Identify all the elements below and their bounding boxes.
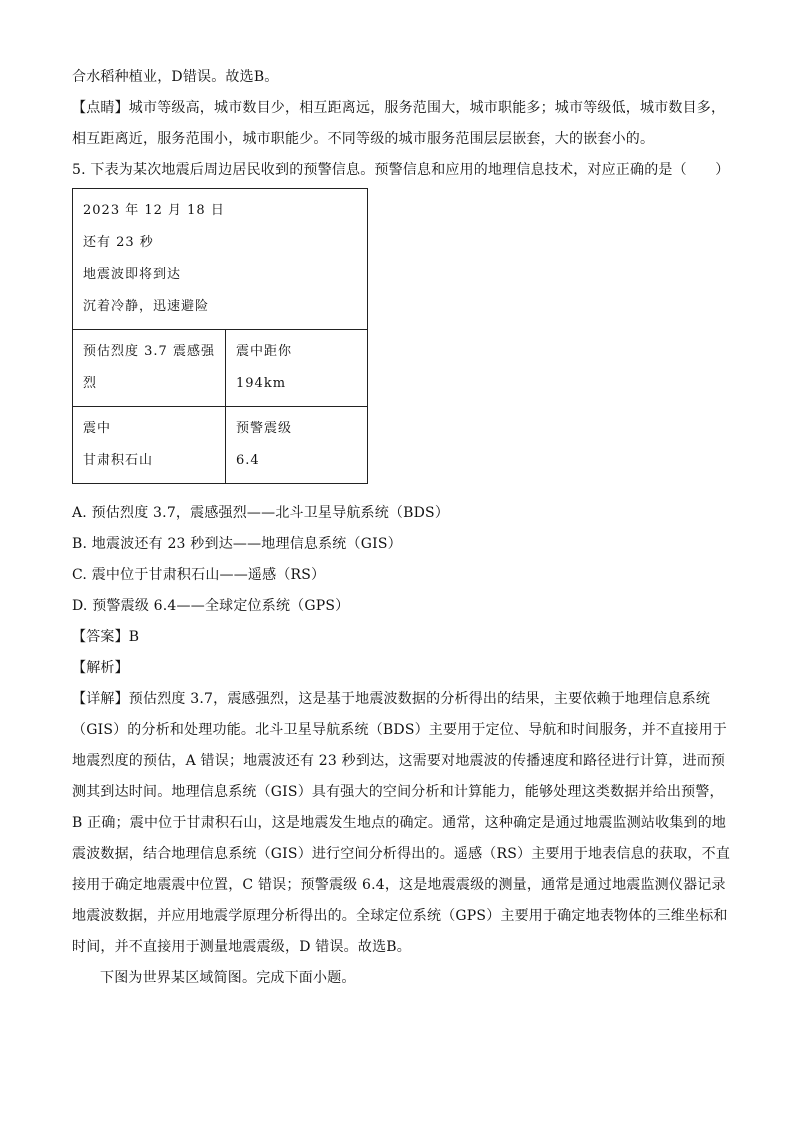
tip-line: 相互距离近，服务范围小，城市职能少。不同等级的城市服务范围层层嵌套，大的嵌套小的。 xyxy=(72,131,655,147)
epicenter-value: 甘肃积石山 xyxy=(83,453,154,468)
detail-line: 地震波数据，并应用地震学原理分析得出的。全球定位系统（GPS）主要用于确定地表物体的三维坐标和 xyxy=(72,908,728,924)
intensity-cell xyxy=(73,330,226,407)
tip-line: 【点睛】城市等级高，城市数目少，相互距离远，服务范围大，城市职能多；城市等级低，城市数目多， xyxy=(72,100,726,116)
intensity-label-cont: 烈 xyxy=(83,376,98,391)
next-question-intro: 下图为世界某区域简图。完成下面小题。 xyxy=(100,970,356,986)
notice-advice: 沉着冷静，迅速避险 xyxy=(83,299,210,314)
notice-header-cell xyxy=(73,189,368,330)
answer-line: 【答案】B xyxy=(72,629,140,645)
detail-line: 接用于确定地震震中位置，C 错误；预警震级 6.4，这是地震震级的测量，通常是通过地震监测仪器记录 xyxy=(72,877,726,893)
text-line: 合水稻种植业，D错误。故选B。 xyxy=(72,69,279,85)
detail-line: 地震烈度的预估，A 错误；地震波还有 23 秒到达，这需要对地震波的传播速度和路径进行计算，进而预 xyxy=(72,753,726,769)
magnitude-label: 预警震级 xyxy=(236,421,293,436)
warning-notice-table xyxy=(72,188,368,484)
notice-date: 2023 年 12 月 18 日 xyxy=(83,203,225,218)
notice-countdown: 还有 23 秒 xyxy=(83,235,154,250)
notice-arrival: 地震波即将到达 xyxy=(83,267,182,282)
option-d: D. 预警震级 6.4——全球定位系统（GPS） xyxy=(72,598,350,614)
option-b: B. 地震波还有 23 秒到达——地理信息系统（GIS） xyxy=(72,536,402,552)
analysis-title: 【解析】 xyxy=(72,660,129,676)
detail-line: 测其到达时间。地理信息系统（GIS）具有强大的空间分析和计算能力，能够处理这类数据并给出预警， xyxy=(72,784,724,800)
magnitude-cell xyxy=(226,407,368,484)
detail-line: （GIS）的分析和处理功能。北斗卫星导航系统（BDS）主要用于定位、导航和时间服务，并不直接用于 xyxy=(72,722,728,738)
question-text: 5. 下表为某次地震后周边居民收到的预警信息。预警信息和应用的地理信息技术，对应正确的是（ ） xyxy=(72,162,730,178)
option-c: C. 震中位于甘肃积石山——遥感（RS） xyxy=(72,567,326,583)
detail-line: 【详解】预估烈度 3.7，震感强烈，这是基于地震波数据的分析得出的结果，主要依赖于地理信息系统 xyxy=(72,691,711,707)
document-page xyxy=(72,62,731,994)
distance-label: 震中距你 xyxy=(236,344,293,359)
distance-value: 194km xyxy=(236,376,287,391)
detail-line: 时间，并不直接用于测量地震震级，D 错误。故选B。 xyxy=(72,939,411,955)
option-a: A. 预估烈度 3.7，震感强烈——北斗卫星导航系统（BDS） xyxy=(72,505,450,521)
magnitude-value: 6.4 xyxy=(236,453,260,468)
detail-line: 震波数据，结合地理信息系统（GIS）进行空间分析得出的。遥感（RS）主要用于地表信息的获取，不直 xyxy=(72,846,731,862)
detail-line: B 正确；震中位于甘肃积石山，这是地震发生地点的确定。通常，这种确定是通过地震监测站收集到的地 xyxy=(72,815,727,831)
epicenter-cell xyxy=(73,407,226,484)
intensity-label: 预估烈度 3.7 震感强 xyxy=(83,344,215,359)
distance-cell xyxy=(226,330,368,407)
epicenter-label: 震中 xyxy=(83,421,112,436)
